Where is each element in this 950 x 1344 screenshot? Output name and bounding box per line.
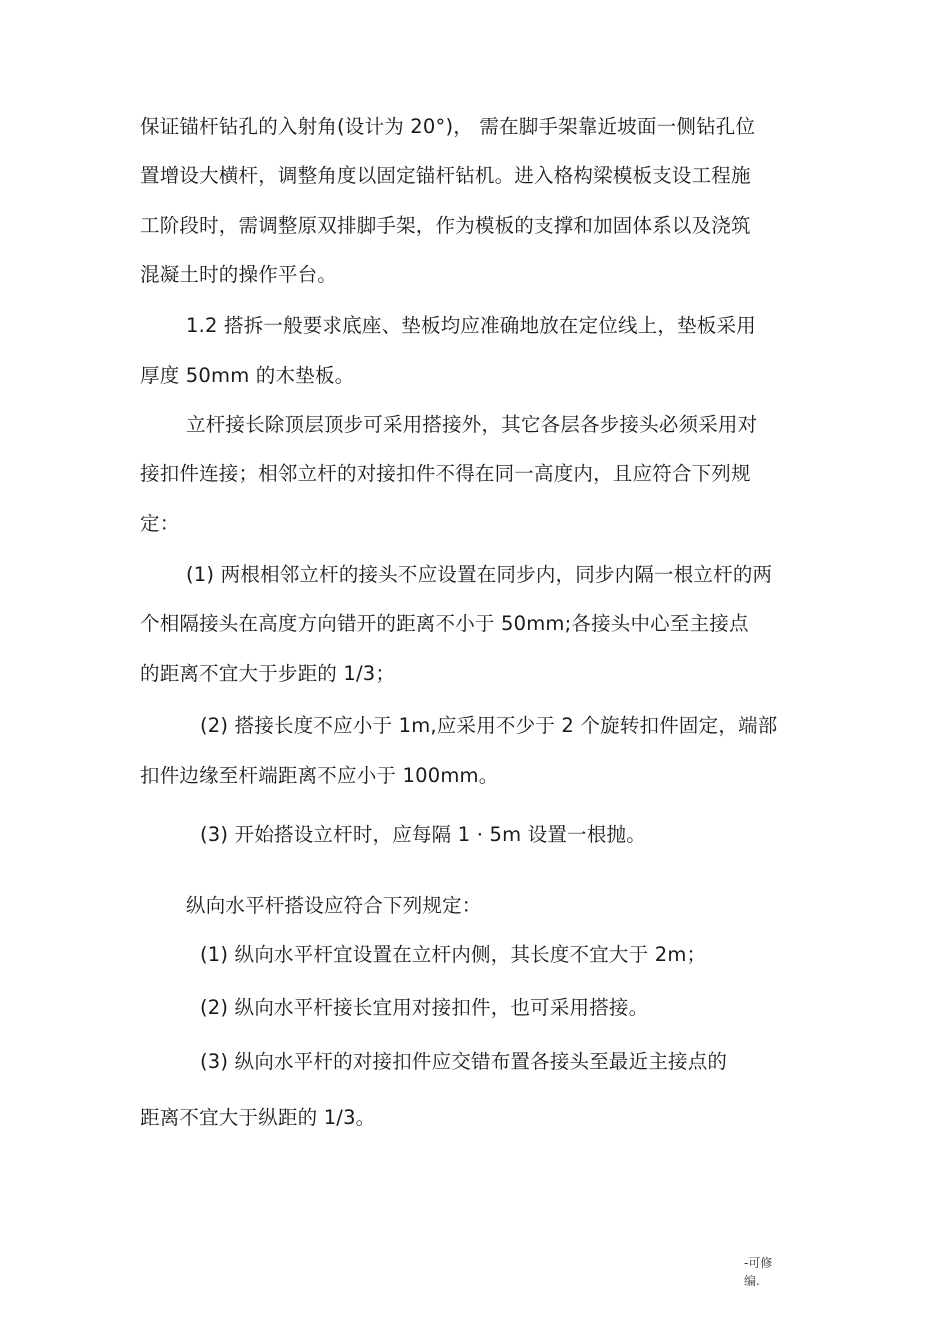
text-line-8: 接扣件连接；相邻立杆的对接扣件不得在同一高度内，且应符合下列规	[140, 462, 751, 485]
text-line-2: 置增设大横杆，调整角度以固定锚杆钻机。进入格构梁模板支设工程施	[140, 164, 751, 187]
text-line-19: (3) 纵向水平杆的对接扣件应交错布置各接头至最近主接点的	[200, 1050, 728, 1073]
text-line-12: 的距离不宜大于步距的 1/3；	[140, 662, 396, 685]
text-line-4: 混凝土时的操作平台。	[140, 263, 338, 286]
footer-editable-note-line2: 编.	[744, 1274, 760, 1288]
text-line-9: 定：	[140, 512, 180, 535]
text-line-10: (1) 两根相邻立杆的接头不应设置在同步内，同步内隔一根立杆的两	[186, 563, 773, 586]
text-line-20: 距离不宜大于纵距的 1/3。	[140, 1106, 376, 1129]
text-line-7: 立杆接长除顶层顶步可采用搭接外，其它各层各步接头必须采用对	[186, 413, 758, 436]
text-line-16: 纵向水平杆搭设应符合下列规定：	[186, 894, 482, 917]
text-line-1: 保证锚杆钻孔的入射角(设计为 20°)， 需在脚手架靠近坡面一侧钻孔位	[140, 115, 756, 138]
text-line-17: (1) 纵向水平杆宜设置在立杆内侧，其长度不宜大于 2m；	[200, 943, 707, 966]
text-line-11: 个相隔接头在高度方向错开的距离不小于 50mm;各接头中心至主接点	[140, 612, 749, 635]
text-line-15: (3) 开始搭设立杆时，应每隔 1 · 5m 设置一根抛。	[200, 823, 646, 846]
text-line-18: (2) 纵向水平杆接长宜用对接扣件，也可采用搭接。	[200, 996, 649, 1019]
text-line-5: 1.2 搭拆一般要求底座、垫板均应准确地放在定位线上，垫板采用	[186, 314, 756, 337]
footer-editable-note-line1: -可修	[744, 1256, 773, 1270]
text-line-3: 工阶段时，需调整原双排脚手架，作为模板的支撑和加固体系以及浇筑	[140, 214, 751, 237]
text-line-6: 厚度 50mm 的木垫板。	[140, 364, 355, 387]
text-line-14: 扣件边缘至杆端距离不应小于 100mm。	[140, 764, 499, 787]
text-line-13: (2) 搭接长度不应小于 1m,应采用不少于 2 个旋转扣件固定，端部	[200, 714, 778, 737]
